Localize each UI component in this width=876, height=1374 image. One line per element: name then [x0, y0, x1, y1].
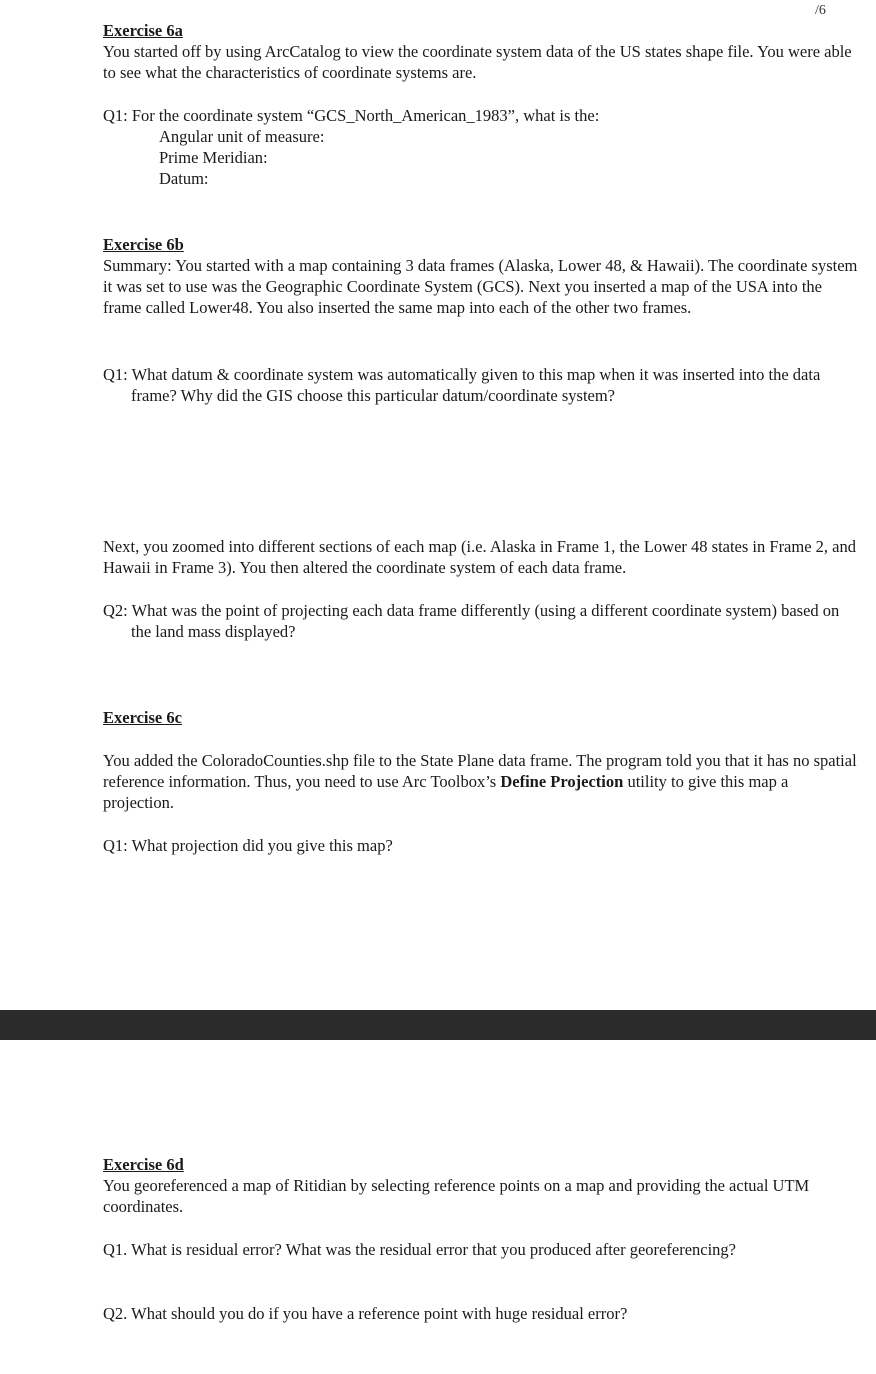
- exercise-6d-intro: You georeferenced a map of Ritidian by selecting reference points on a map and providing the actual UTM coordinates.: [103, 1176, 810, 1216]
- exercise-6b-summary: Summary: You started with a map containing 3 data frames (Alaska, Lower 48, & Hawaii). The coordinate system it was set to use was the Geographic Coordinate System (GCS). Next you inserted a map of the USA into the frame called Lower48. You also inserted the same map into each of the other two frames.: [103, 256, 858, 317]
- exercise-6c-q1: Q1: What projection did you give this map?: [103, 836, 393, 855]
- exercise-6a-q1: Q1: For the coordinate system “GCS_North_American_1983”, what is the:: [103, 106, 600, 125]
- exercise-6a-section: [103, 20, 863, 83]
- exercise-6a-item-datum: Datum:: [159, 169, 209, 188]
- exercise-6d-q2-block: [103, 1303, 863, 1324]
- exercise-6c-text-before: You added the ColoradoCounties.shp file to the State Plane data frame. The program told you that it has no spatial reference information. Thus, you need to use Arc Toolbox’s: [103, 751, 857, 791]
- exercise-6c-text-block: [103, 750, 863, 813]
- exercise-6c-text: [103, 750, 863, 813]
- exercise-6b-next-block: [103, 536, 863, 578]
- exercise-6d-q1-block: [103, 1239, 863, 1260]
- exercise-6a-title: Exercise 6a: [103, 21, 183, 40]
- exercise-6c-section: [103, 707, 863, 728]
- exercise-6b-q2: Q2: What was the point of projecting each data frame differently (using a different coordinate system) based on the land mass displayed?: [103, 601, 840, 641]
- exercise-6d-section: [103, 1154, 863, 1217]
- exercise-6b-next: Next, you zoomed into different sections of each map (i.e. Alaska in Frame 1, the Lower 48 states in Frame 2, and Hawaii in Frame 3). You then altered the coordinate system of each data frame.: [103, 537, 856, 577]
- exercise-6d-title: Exercise 6d: [103, 1155, 184, 1174]
- exercise-6c-define-projection: Define Projection: [500, 772, 624, 791]
- exercise-6c-q1-block: [103, 835, 863, 856]
- exercise-6b-q1: Q1: What datum & coordinate system was automatically given to this map when it was inserted into the data frame? Why did the GIS choose this particular datum/coordinate system?: [103, 365, 821, 405]
- exercise-6b-section: [103, 234, 863, 318]
- exercise-6d-q1: Q1. What is residual error? What was the residual error that you produced after georeferencing?: [103, 1240, 736, 1259]
- exercise-6a-item-angular: Angular unit of measure:: [159, 127, 325, 146]
- exercise-6b-q2-block: [103, 600, 863, 642]
- exercise-6b-title: Exercise 6b: [103, 235, 184, 254]
- exercise-6d-q2: Q2. What should you do if you have a reference point with huge residual error?: [103, 1304, 628, 1323]
- exercise-6b-q1-block: [103, 364, 863, 406]
- page-break-divider: [0, 1010, 876, 1040]
- exercise-6a-q1-block: [103, 105, 863, 189]
- exercise-6a-intro: You started off by using ArcCatalog to view the coordinate system data of the US states shape file. You were able to see what the characteristics of coordinate systems are.: [103, 42, 852, 82]
- exercise-6c-title: Exercise 6c: [103, 708, 182, 727]
- exercise-6a-item-meridian: Prime Meridian:: [159, 148, 268, 167]
- page-score-mark: /6: [815, 3, 826, 18]
- exercise-6c-text-after: utility to give this map a projection.: [103, 772, 789, 812]
